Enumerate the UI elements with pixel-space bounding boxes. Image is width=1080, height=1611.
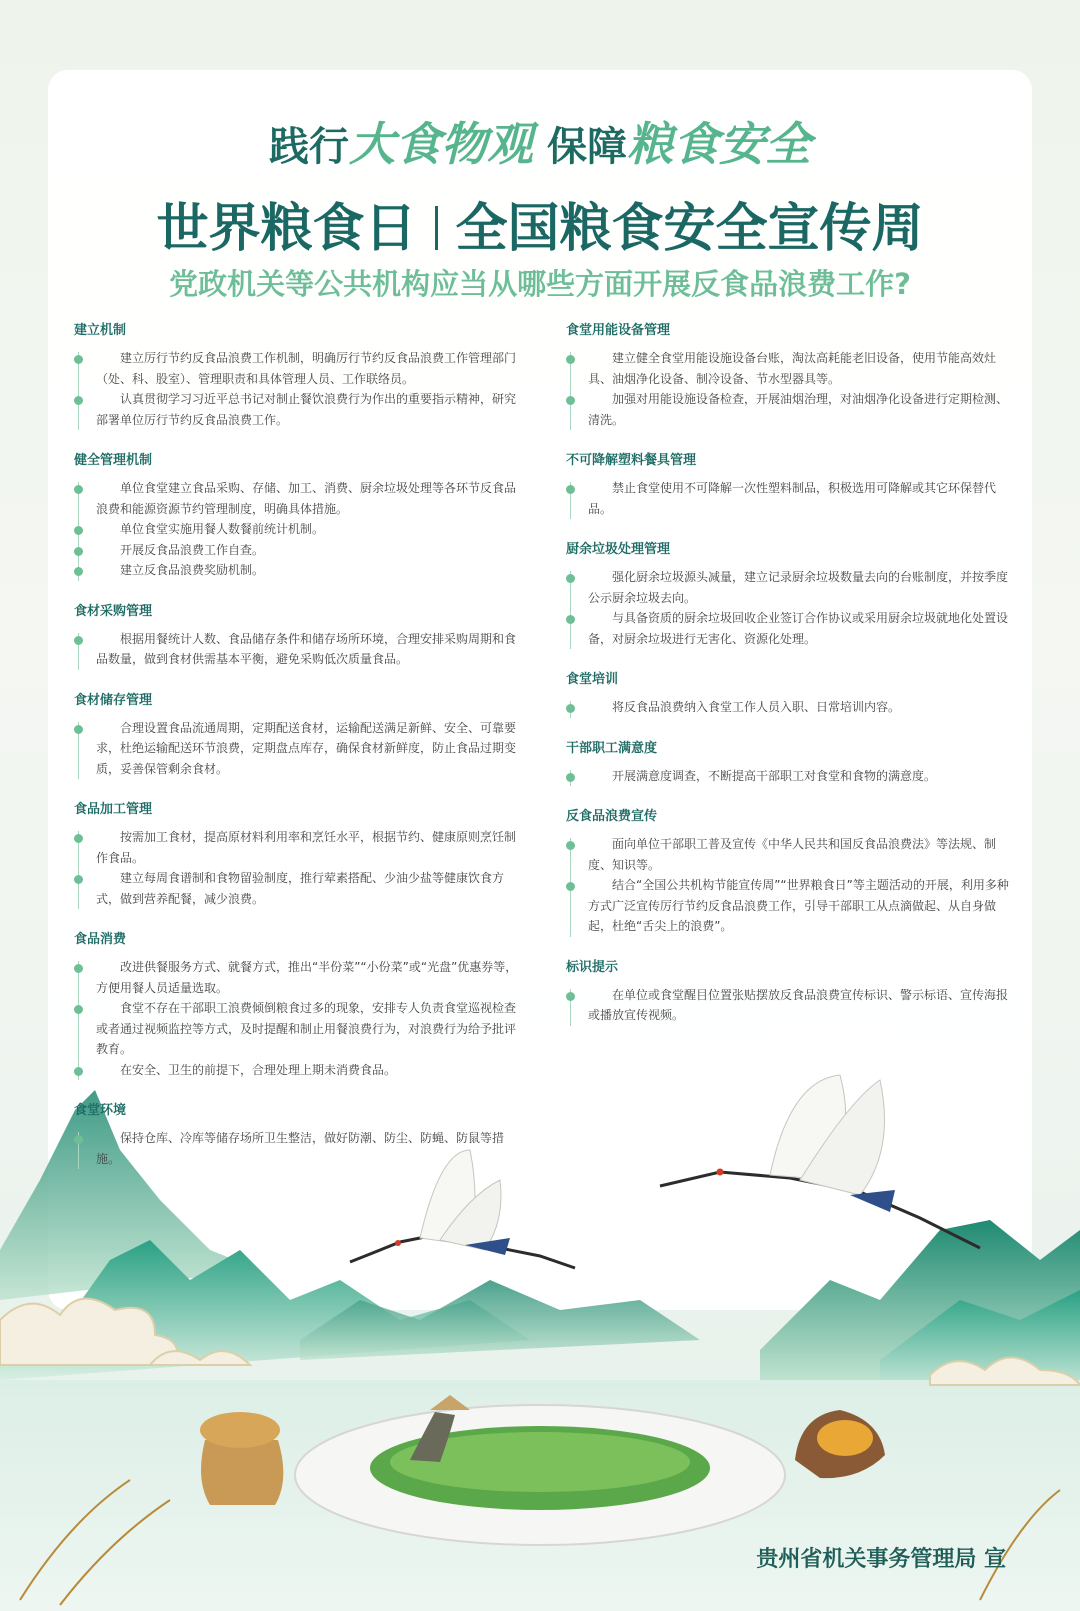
section bbox=[74, 1102, 526, 1169]
section-items bbox=[74, 718, 526, 780]
headline-right: 全国粮食安全宣传周 bbox=[455, 199, 924, 259]
section-title: 食堂培训 bbox=[566, 672, 619, 687]
bullet-dot-icon bbox=[74, 547, 83, 556]
list-item bbox=[96, 1060, 526, 1081]
section-title: 食材储存管理 bbox=[74, 692, 153, 708]
bullet-dot-icon bbox=[74, 1067, 83, 1076]
item-text: 禁止食堂使用不可降解一次性塑料制品，积极选用可降解或其它环保替代品。 bbox=[588, 481, 997, 516]
section bbox=[566, 322, 1018, 430]
list-item bbox=[588, 478, 1018, 519]
section bbox=[566, 959, 1018, 1026]
bullet-dot-icon bbox=[74, 875, 83, 884]
section-title: 健全管理机制 bbox=[74, 453, 153, 468]
bullet-dot-icon bbox=[74, 567, 83, 576]
section bbox=[74, 801, 526, 909]
bullet-dot-icon bbox=[74, 834, 83, 843]
item-text: 强化厨余垃圾源头减量，建立记录厨余垃圾数量去向的台账制度，并按季度公示厨余垃圾去向。 bbox=[588, 570, 1009, 605]
list-item bbox=[96, 957, 526, 998]
list-item bbox=[96, 560, 526, 581]
section bbox=[566, 541, 1018, 649]
section bbox=[74, 452, 526, 581]
item-text: 开展反食品浪费工作自查。 bbox=[120, 542, 265, 557]
rice-plate bbox=[295, 1405, 785, 1545]
list-item bbox=[96, 348, 526, 389]
section bbox=[74, 931, 526, 1080]
bullet-dot-icon bbox=[566, 773, 575, 782]
list-item bbox=[96, 868, 526, 909]
bullet-dot-icon bbox=[74, 725, 83, 734]
section-title: 食堂环境 bbox=[74, 1103, 127, 1118]
crane-large bbox=[660, 1075, 980, 1248]
title-part-2: 保障 bbox=[546, 124, 627, 170]
item-text: 改进供餐服务方式、就餐方式，推出“半份菜”“小份菜”或“光盘”优惠券等，方便用餐人员适量选取。 bbox=[96, 960, 518, 995]
right-column bbox=[566, 322, 1018, 1048]
grain-sack bbox=[200, 1412, 283, 1505]
item-text: 建立厉行节约反食品浪费工作机制，明确厉行节约反食品浪费工作管理部门（处、科、股室）、管理职责和具体管理人员、工作联络员。 bbox=[96, 351, 517, 386]
list-item bbox=[588, 608, 1018, 649]
bullet-dot-icon bbox=[74, 636, 83, 645]
section-title: 不可降解塑料餐具管理 bbox=[566, 453, 697, 468]
section bbox=[74, 603, 526, 670]
bullet-dot-icon bbox=[566, 355, 575, 364]
item-text: 结合“全国公共机构节能宣传周”“世界粮食日”等主题活动的开展，利用多种方式广泛宣传厉行节约反食品浪费工作，引导干部职工从点滴做起、从自身做起，杜绝“舌尖上的浪费”。 bbox=[588, 878, 1009, 933]
section-items bbox=[566, 567, 1018, 649]
bullet-dot-icon bbox=[566, 882, 575, 891]
item-text: 建立健全食堂用能设施设备台账，淘汰高耗能老旧设备，使用节能高效灶具、油烟净化设备、制冷设备、节水型器具等。 bbox=[588, 351, 997, 386]
list-item bbox=[96, 519, 526, 540]
list-item bbox=[588, 985, 1018, 1026]
section-title: 食堂用能设备管理 bbox=[566, 323, 671, 338]
bullet-dot-icon bbox=[74, 526, 83, 535]
section bbox=[74, 692, 526, 780]
section bbox=[74, 322, 526, 430]
bullet-dot-icon bbox=[566, 841, 575, 850]
item-text: 面向单位干部职工普及宣传《中华人民共和国反食品浪费法》等法规、制度、知识等。 bbox=[588, 837, 997, 872]
poster-headline bbox=[0, 186, 1080, 261]
section bbox=[566, 452, 1018, 519]
section-items bbox=[566, 697, 1018, 718]
section-items bbox=[74, 957, 526, 1080]
section-items bbox=[566, 348, 1018, 430]
list-item bbox=[96, 1128, 526, 1169]
bullet-dot-icon bbox=[74, 396, 83, 405]
bullet-dot-icon bbox=[74, 485, 83, 494]
section-title: 食品加工管理 bbox=[74, 802, 153, 817]
issuer-label: 贵州省机关事务管理局 宣 bbox=[756, 1547, 1006, 1572]
item-text: 在单位或食堂醒目位置张贴摆放反食品浪费宣传标识、警示标语、宣传海报或播放宣传视频。 bbox=[588, 987, 1009, 1022]
item-text: 加强对用能设施设备检查，开展油烟治理，对油烟净化设备进行定期检测、清洗。 bbox=[588, 392, 1009, 427]
list-item bbox=[96, 998, 526, 1060]
list-item bbox=[96, 389, 526, 430]
section-items bbox=[566, 478, 1018, 519]
poster-subtitle: 党政机关等公共机构应当从哪些方面开展反食品浪费工作? bbox=[169, 267, 911, 301]
item-text: 开展满意度调查，不断提高干部职工对食堂和食物的满意度。 bbox=[612, 768, 937, 783]
item-text: 与具备资质的厨余垃圾回收企业签订合作协议或采用厨余垃圾就地化处置设备，对厨余垃圾进行无害化、资源化处理。 bbox=[588, 611, 1009, 646]
title-script-2: 粮食安全 bbox=[626, 117, 811, 171]
left-column bbox=[74, 322, 526, 1191]
bullet-dot-icon bbox=[74, 355, 83, 364]
item-text: 认真贯彻学习习近平总书记对制止餐饮浪费行为作出的重要指示精神，研究部署单位厉行节约反食品浪费工作。 bbox=[96, 392, 517, 427]
bullet-dot-icon bbox=[74, 964, 83, 973]
item-text: 根据用餐统计人数、食品储存条件和储存场所环境，合理安排采购周期和食品数量，做到食材供需基本平衡，避免采购低次质量食品。 bbox=[96, 631, 517, 666]
headline-divider bbox=[435, 206, 438, 250]
section bbox=[566, 808, 1018, 937]
section-items bbox=[74, 348, 526, 430]
bullet-dot-icon bbox=[74, 1135, 83, 1144]
item-text: 合理设置食品流通周期，定期配送食材，运输配送满足新鲜、安全、可靠要求，杜绝运输配送环节浪费，定期盘点库存，确保食材新鲜度，防止食品过期变质，妥善保管剩余食材。 bbox=[96, 720, 517, 776]
list-item bbox=[588, 697, 1018, 718]
list-item bbox=[588, 834, 1018, 875]
section-items bbox=[74, 478, 526, 581]
list-item bbox=[588, 567, 1018, 608]
list-item bbox=[588, 348, 1018, 389]
item-text: 建立每周食谱制和食物留验制度，推行荤素搭配、少油少盐等健康饮食方式，做到营养配餐，减少浪费。 bbox=[96, 871, 505, 906]
list-item bbox=[96, 827, 526, 868]
bullet-dot-icon bbox=[566, 574, 575, 583]
section-title: 建立机制 bbox=[74, 323, 127, 338]
bullet-dot-icon bbox=[74, 1005, 83, 1014]
section-items bbox=[566, 766, 1018, 787]
list-item bbox=[588, 766, 1018, 787]
item-text: 保持仓库、冷库等储存场所卫生整洁，做好防潮、防尘、防蝇、防鼠等措施。 bbox=[96, 1131, 505, 1166]
item-text: 单位食堂建立食品采购、存储、加工、消费、厨余垃圾处理等各环节反食品浪费和能源资源节约管理制度，明确具体措施。 bbox=[96, 481, 517, 516]
section-title: 反食品浪费宣传 bbox=[566, 809, 658, 824]
list-item bbox=[588, 389, 1018, 430]
item-text: 在安全、卫生的前提下，合理处理上期未消费食品。 bbox=[120, 1062, 397, 1077]
item-text: 建立反食品浪费奖励机制。 bbox=[120, 563, 265, 577]
poster-title bbox=[0, 108, 1080, 174]
section-title: 食品消费 bbox=[74, 932, 127, 947]
list-item bbox=[96, 540, 526, 561]
headline-left: 世界粮食日 bbox=[156, 199, 417, 259]
list-item bbox=[96, 718, 526, 780]
title-script-1: 大食物观 bbox=[349, 117, 534, 171]
bullet-dot-icon bbox=[566, 992, 575, 1001]
section-title: 标识提示 bbox=[566, 959, 619, 975]
bullet-dot-icon bbox=[566, 396, 575, 405]
section-items bbox=[74, 1128, 526, 1169]
section-title: 食材采购管理 bbox=[74, 603, 153, 619]
item-text: 单位食堂实施用餐人数餐前统计机制。 bbox=[120, 522, 325, 536]
item-text: 将反食品浪费纳入食堂工作人员入职、日常培训内容。 bbox=[612, 700, 901, 714]
section-items bbox=[566, 985, 1018, 1026]
section-items bbox=[74, 827, 526, 909]
bullet-dot-icon bbox=[566, 485, 575, 494]
list-item bbox=[96, 629, 526, 670]
section bbox=[566, 671, 1018, 718]
item-text: 食堂不存在干部职工浪费倾倒粮食过多的现象，安排专人负责食堂巡视检查或者通过视频监控等方式，及时提醒和制止用餐浪费行为，对浪费行为给予批评教育。 bbox=[96, 1001, 517, 1056]
list-item bbox=[588, 875, 1018, 937]
section-items bbox=[74, 629, 526, 670]
section-items bbox=[566, 834, 1018, 937]
bullet-dot-icon bbox=[566, 704, 575, 713]
section-title: 干部职工满意度 bbox=[566, 740, 658, 756]
section bbox=[566, 740, 1018, 787]
section-title: 厨余垃圾处理管理 bbox=[566, 542, 671, 557]
title-part-1: 践行 bbox=[269, 124, 350, 170]
list-item bbox=[96, 478, 526, 519]
bullet-dot-icon bbox=[566, 615, 575, 624]
item-text: 按需加工食材，提高原材料利用率和烹饪水平，根据节约、健康原则烹饪制作食品。 bbox=[96, 830, 517, 865]
